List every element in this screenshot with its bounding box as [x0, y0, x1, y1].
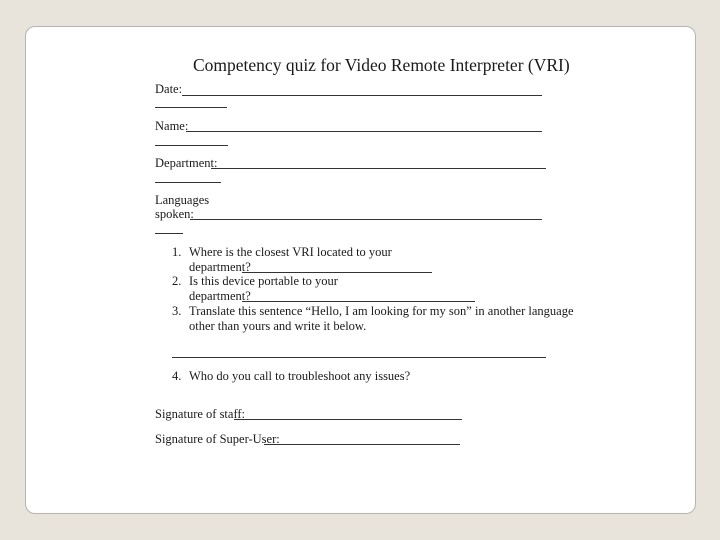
question-4-number: 4.: [172, 369, 182, 383]
question-2-answer-line[interactable]: [242, 301, 475, 302]
question-4-text: Who do you call to troubleshoot any issues?: [189, 369, 411, 383]
languages-field-line[interactable]: [190, 219, 542, 220]
languages-label-line1: Languages: [155, 193, 210, 207]
languages-label-line2: spoken:: [155, 207, 194, 221]
super-user-signature-line[interactable]: [264, 444, 460, 445]
super-user-signature-label: Signature of Super-User:: [155, 432, 280, 446]
languages-field-line-continued[interactable]: [155, 233, 183, 234]
question-1-answer-line[interactable]: [242, 272, 432, 273]
department-label: Department:: [155, 156, 218, 170]
question-3-answer-line[interactable]: [172, 357, 546, 358]
department-field-line-continued[interactable]: [155, 182, 221, 183]
date-field-line[interactable]: [182, 95, 542, 96]
staff-signature-line[interactable]: [234, 419, 462, 420]
staff-signature-label: Signature of staff:: [155, 407, 246, 421]
question-3-text-line2: other than yours and write it below.: [189, 319, 367, 333]
slide-card: [25, 26, 696, 514]
page-title: Competency quiz for Video Remote Interpreter (VRI): [193, 55, 570, 75]
question-2-number: 2.: [172, 274, 182, 288]
question-2-text: Is this device portable to your: [189, 274, 338, 288]
question-2-text-line2: department?: [189, 289, 251, 303]
date-field-line-continued[interactable]: [155, 107, 227, 108]
department-field-line[interactable]: [211, 168, 546, 169]
question-3-text: Translate this sentence “Hello, I am looking for my son” in another language: [189, 304, 574, 318]
question-3-number: 3.: [172, 304, 182, 318]
name-label: Name:: [155, 119, 189, 133]
name-field-line[interactable]: [186, 131, 542, 132]
name-field-line-continued[interactable]: [155, 145, 228, 146]
date-label: Date:: [155, 82, 183, 96]
question-1-text-line2: department?: [189, 260, 251, 274]
question-1-text: Where is the closest VRI located to your: [189, 245, 392, 259]
question-1-number: 1.: [172, 245, 182, 259]
